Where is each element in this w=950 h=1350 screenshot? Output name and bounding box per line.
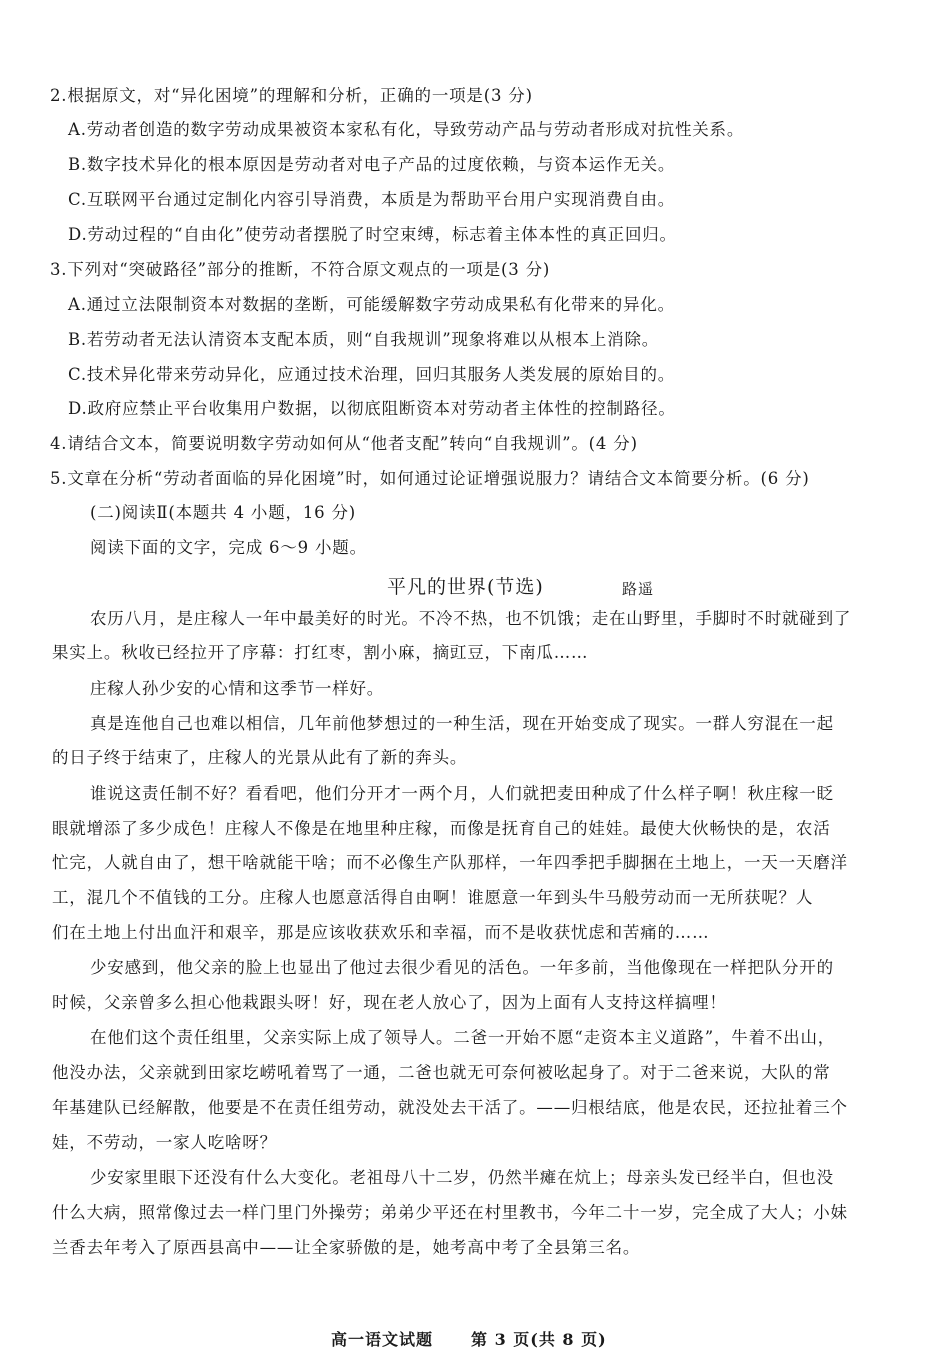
passage-line: 娃，不劳动，一家人吃啥呀？	[52, 1133, 277, 1152]
question-2-option-a: A.劳动者创造的数字劳动成果被资本家私有化，导致劳动产品与劳动者形成对抗性关系。	[68, 120, 745, 139]
passage-title: 平凡的世界(节选)	[387, 576, 544, 598]
question-2-option-c: C.互联网平台通过定制化内容引导消费，本质是为帮助平台用户实现消费自由。	[68, 190, 676, 209]
passage-line: 们在土地上付出血汗和艰辛，那是应该收获欢乐和幸福，而不是收获忧虑和苦痛的……	[52, 923, 710, 942]
section-2-instruction: 阅读下面的文字，完成 6～9 小题。	[90, 538, 367, 557]
passage-author: 路遥	[622, 580, 655, 598]
passage-line: 农历八月，是庄稼人一年中最美好的时光。不冷不热，也不饥饿；走在山野里，手脚时不时就碰到了	[90, 609, 852, 628]
passage-line: 庄稼人孙少安的心情和这季节一样好。	[90, 679, 385, 698]
question-5: 5.文章在分析“劳动者面临的异化困境”时，如何通过论证增强说服力？请结合文本简要分析。(6 分)	[50, 469, 810, 488]
footer-page-number: 第 3 页(共 8 页)	[471, 1330, 607, 1349]
question-2-stem: 2.根据原文，对“异化困境”的理解和分析，正确的一项是(3 分)	[50, 86, 533, 105]
passage-line: 谁说这责任制不好？看看吧，他们分开才一两个月，人们就把麦田种成了什么样子啊！秋庄稼一眨	[90, 784, 834, 803]
question-3-option-d: D.政府应禁止平台收集用户数据，以彻底阻断资本对劳动者主体性的控制路径。	[68, 399, 676, 418]
passage-line: 兰香去年考入了原西县高中——让全家骄傲的是，她考高中考了全县第三名。	[52, 1238, 641, 1257]
section-2-heading: (二)阅读Ⅱ(本题共 4 小题，16 分)	[90, 503, 356, 522]
passage-line: 他没办法，父亲就到田家圪崂吼着骂了一通，二爸也就无可奈何被吆起身了。对于二爸来说，大队的常	[52, 1063, 831, 1082]
passage-line: 的日子终于结束了，庄稼人的光景从此有了新的奔头。	[52, 748, 468, 767]
question-3-option-b: B.若劳动者无法认清资本支配本质，则“自我规训”现象将难以从根本上消除。	[68, 330, 660, 349]
passage-line: 真是连他自己也难以相信，几年前他梦想过的一种生活，现在开始变成了现实。一群人穷混在一起	[90, 714, 834, 733]
page-footer	[331, 1327, 607, 1350]
question-3-stem: 3.下列对“突破路径”部分的推断，不符合原文观点的一项是(3 分)	[50, 260, 551, 279]
passage-line: 在他们这个责任组里，父亲实际上成了领导人。二爸一开始不愿“走资本主义道路”，牛着不出山，	[90, 1028, 836, 1047]
footer-subject: 高一语文试题	[331, 1330, 434, 1349]
question-2-option-d: D.劳动过程的“自由化”使劳动者摆脱了时空束缚，标志着主体本性的真正回归。	[68, 225, 677, 244]
passage-line: 什么大病，照常像过去一样门里门外操劳；弟弟少平还在村里教书，今年二十一岁，完全成了大人；小妹	[52, 1203, 848, 1222]
passage-line: 年基建队已经解散，他要是不在责任组劳动，就没处去干活了。——归根结底，他是农民，还拉扯着三个	[52, 1098, 848, 1117]
passage-line: 时候，父亲曾多么担心他栽跟头呀！好，现在老人放心了，因为上面有人支持这样搞哩！	[52, 993, 727, 1012]
question-2-option-b: B.数字技术异化的根本原因是劳动者对电子产品的过度依赖，与资本运作无关。	[68, 155, 676, 174]
question-3-option-a: A.通过立法限制资本对数据的垄断，可能缓解数字劳动成果私有化带来的异化。	[68, 295, 675, 314]
passage-line: 少安家里眼下还没有什么大变化。老祖母八十二岁，仍然半瘫在炕上；母亲头发已经半白，但也没	[90, 1168, 834, 1187]
question-3-option-c: C.技术异化带来劳动异化，应通过技术治理，回归其服务人类发展的原始目的。	[68, 365, 676, 384]
passage-line: 果实上。秋收已经拉开了序幕：打红枣，割小麻，摘豇豆，下南瓜……	[52, 643, 589, 662]
passage-line: 少安感到，他父亲的脸上也显出了他过去很少看见的活色。一年多前，当他像现在一样把队分开的	[90, 958, 834, 977]
passage-line: 忙完，人就自由了，想干啥就能干啥；而不必像生产队那样，一年四季把手脚捆在土地上，一天一天磨洋	[52, 853, 848, 872]
question-4: 4.请结合文本，简要说明数字劳动如何从“他者支配”转向“自我规训”。(4 分)	[50, 434, 638, 453]
passage-line: 工，混几个不值钱的工分。庄稼人也愿意活得自由啊！谁愿意一年到头牛马般劳动而一无所获呢？人	[52, 888, 814, 907]
passage-line: 眼就增添了多少成色！庄稼人不像是在地里种庄稼，而像是抚育自己的娃娃。最使大伙畅快的是，农活	[52, 819, 831, 838]
